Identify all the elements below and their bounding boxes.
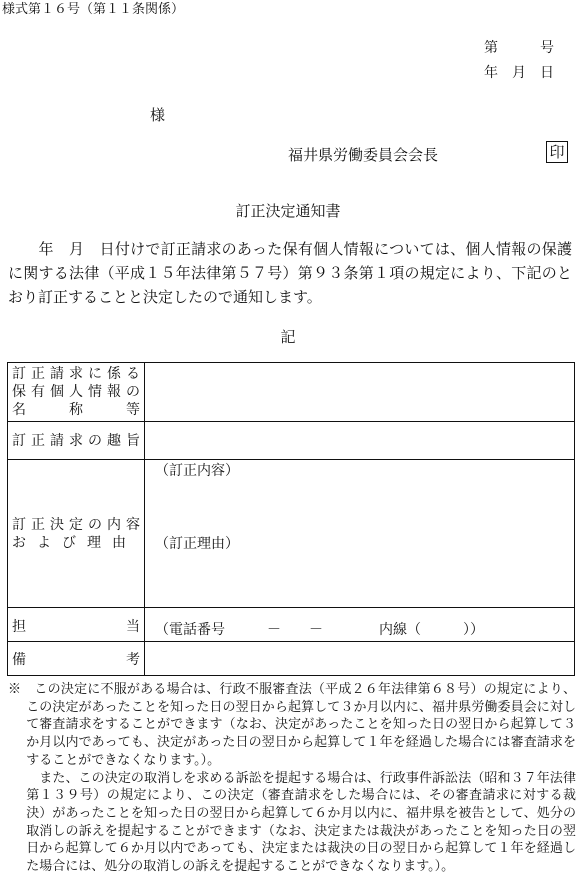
decision-field[interactable] xyxy=(145,460,575,608)
document-number: 第 号 xyxy=(484,40,554,56)
reason-label: （訂正理由） xyxy=(155,536,239,552)
info-name-field[interactable] xyxy=(145,363,575,422)
row-label-purpose: 訂正請求の趣旨 xyxy=(8,422,145,460)
table-row-remarks xyxy=(8,642,575,676)
form-number: 様式第１６号（第１１条関係） xyxy=(2,2,185,17)
row-label-info-name: 訂正請求に係る 保有個人情報の 名 称 等 xyxy=(8,363,145,422)
content-label: （訂正内容） xyxy=(155,463,239,479)
row-label-decision: 訂正決定の内容 および理由 xyxy=(8,460,145,608)
table-row-decision xyxy=(8,460,575,608)
note-appeal: ※ この決定に不服がある場合は、行政不服審査法（平成２６年法律第６８号）の規定により、この決定があったことを知った日の翌日から起算して３か月以内に、福井県労働委員会に対して審査請求をすることができます（なお、決定があったことを知った日の翌日から起算して３か月以内であっても、決定があった日の翌日から起算して１年を経過した場合には審査請求をすることができなくなります。）。 xyxy=(8,682,576,768)
table-row-contact xyxy=(8,608,575,642)
ki-heading: 記 xyxy=(280,328,296,346)
document-date: 年 月 日 xyxy=(484,65,554,81)
notes xyxy=(8,681,576,876)
table-row-purpose xyxy=(8,422,575,460)
note-lawsuit: また、この決定の取消しを求める訴訟を提起する場合は、行政事件訴訟法（昭和３７年法律第１３９号）の規定により、この決定（審査請求をした場合には、その審査請求に対する裁決）があったことを知った日の翌日から起算して６か月以内に、福井県を被告として、処分の取消しの訴えを提起することができます（なお、決定または裁決があったことを知った日の翌日から起算して６か月以内であっても、決定または裁決の日の翌日から起算して１年を経過した場合には、処分の取消しの訴えを提起することができなくなります。）。 xyxy=(26,770,576,875)
issuer-name: 福井県労働委員会会長 xyxy=(288,146,439,164)
purpose-field[interactable] xyxy=(145,422,575,460)
contact-field[interactable] xyxy=(145,608,575,642)
body-paragraph: 年 月 日付けで訂正請求のあった保有個人情報については、個人情報の保護に関する法律（平成１５年法律第５７号）第９３条第１項の規定により、下記のとおり訂正することと決定したので通知します。 xyxy=(8,240,572,306)
table-row-info-name xyxy=(8,363,575,422)
row-label-remarks: 備 考 xyxy=(8,642,145,676)
document-title: 訂正決定通知書 xyxy=(235,202,341,220)
addressee-suffix: 様 xyxy=(150,106,166,124)
row-label-contact: 担 当 xyxy=(8,608,145,642)
seal-mark: 印 xyxy=(546,141,568,163)
remarks-field[interactable] xyxy=(145,642,575,676)
decision-table xyxy=(7,362,575,676)
phone-text: （電話番号 － － 内線（ ）） xyxy=(155,622,484,638)
